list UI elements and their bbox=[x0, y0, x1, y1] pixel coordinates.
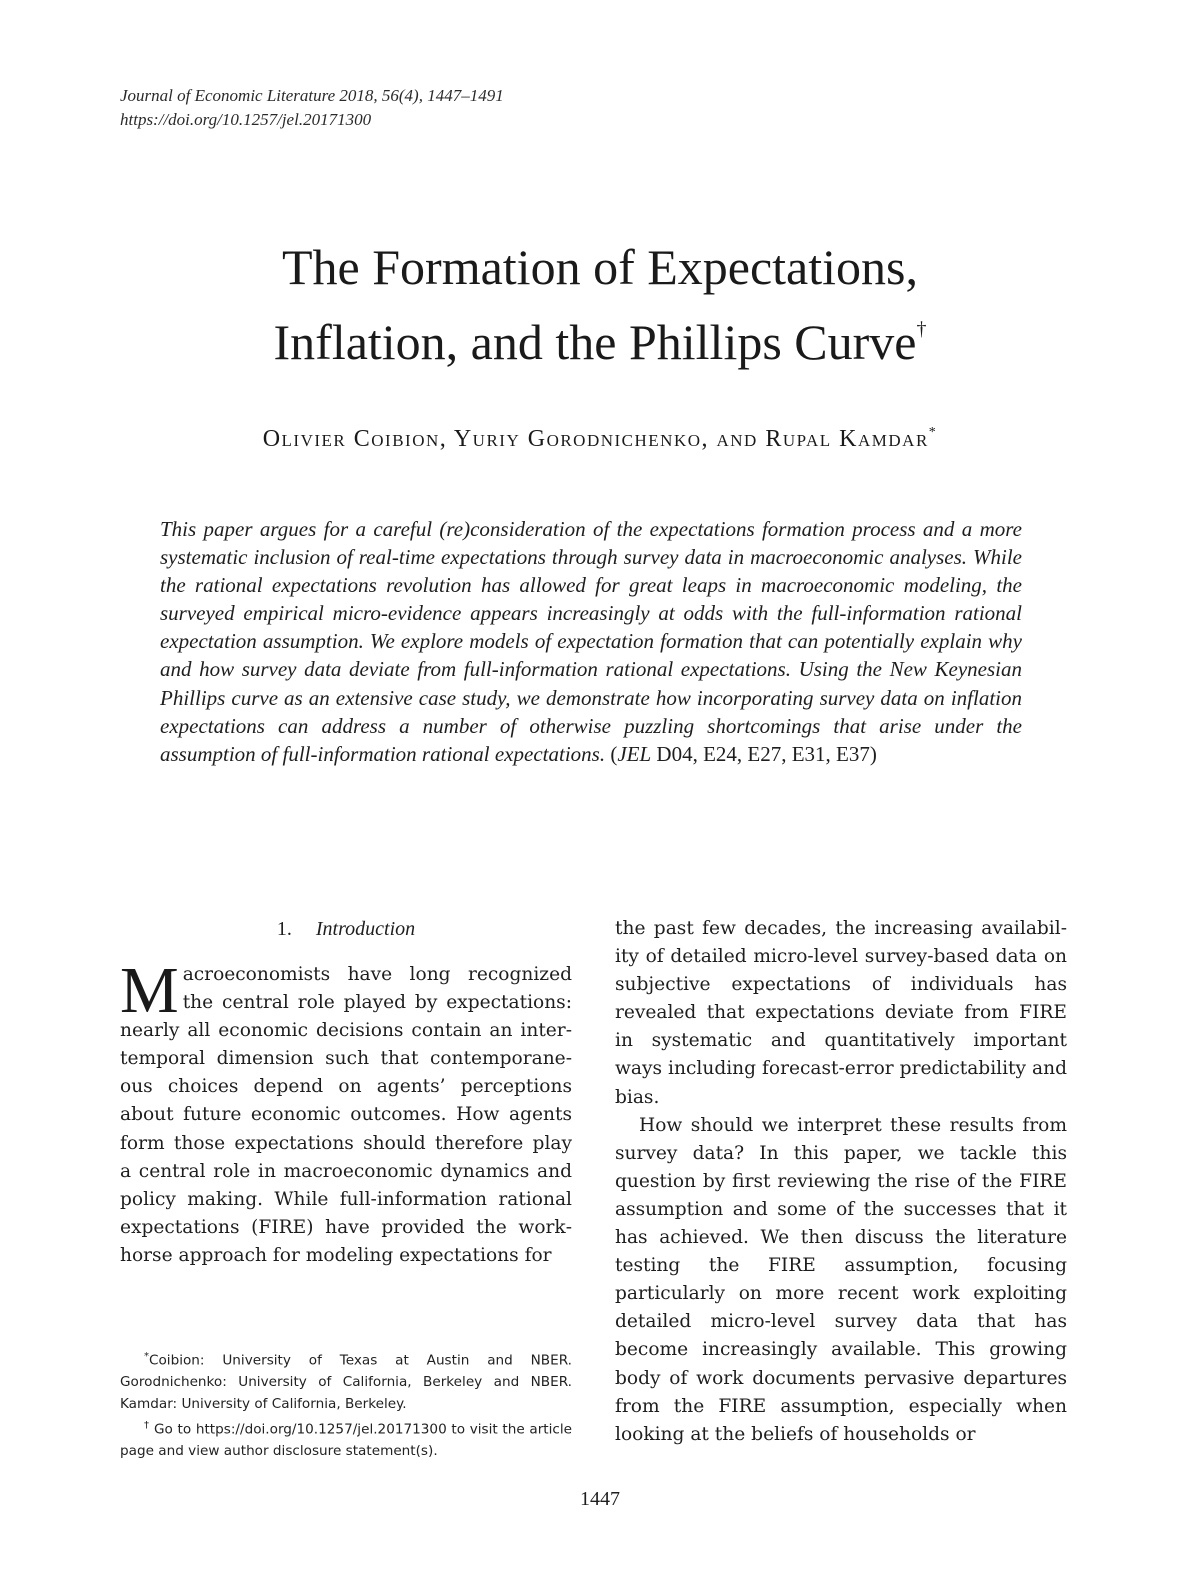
jel-label: JEL bbox=[617, 741, 652, 766]
abstract bbox=[160, 515, 1022, 768]
journal-citation: Journal of Economic Literature 2018, 56(4), 1447–1491 bbox=[120, 86, 504, 105]
footnote-star-mark: * bbox=[144, 1351, 149, 1362]
intro-paragraph-1 bbox=[120, 954, 572, 1270]
author-list bbox=[0, 425, 1200, 453]
title-line-2: Inflation, and the Phillips Curve bbox=[273, 314, 917, 370]
journal-header bbox=[120, 84, 504, 132]
intro-paragraph-2: How should we interpret these results from survey data? In this paper, we tackle this question by first reviewing the rise of the FIRE assumption and some of the successes that it has achieved. We then discuss the literature testing the FIRE assumption, focusing particularly on more recent work exploiting detailed micro-level survey data that has become increasingly available. This growing body of work documents pervasive departures from the FIRE assumption, especially when looking at the beliefs of households or bbox=[615, 1114, 1067, 1445]
footnote-affiliations-text: Coibion: University of Texas at Austin and NBER. Gorodnichenko: University of California, Berkeley and NBER. Kamdar: University of California, Berkeley. bbox=[120, 1352, 572, 1412]
paper-title bbox=[0, 236, 1200, 373]
drop-cap: M bbox=[120, 954, 179, 1027]
jel-codes bbox=[605, 742, 877, 766]
section-number: 1. bbox=[276, 918, 292, 940]
page-number: 1447 bbox=[580, 1488, 620, 1510]
title-line-1: The Formation of Expectations, bbox=[282, 239, 918, 295]
doi-link[interactable]: https://doi.org/10.1257/jel.20171300 bbox=[120, 110, 372, 129]
jel-open: ( bbox=[605, 741, 618, 766]
author-names: Olivier Coibion, Yuriy Gorodnichenko, and Rupal Kamdar bbox=[262, 426, 929, 452]
jel-code-list: D04, E24, E27, E31, E37) bbox=[651, 741, 877, 766]
intro-paragraph-1-text: acroeconomists have long recognized the central role played by expectations: nearly all economic decisions contain an intertemporal dimension such that contemporaneous choices depend on agents’ perceptions about future economic outcomes. How agents form those expectations should therefore play a central role in macroeconomic dynamics and policy making. While full-information rational expectations (FIRE) have provided the workhorse approach for modeling expectations for bbox=[120, 964, 572, 1266]
abstract-body: This paper argues for a careful (re)consideration of the expectations formation process and a more systematic inclusion of real-time expectations through survey data in macroeconomic analyses. While the rational expectations revolution has allowed for great leaps in macroeconomic modeling, the surveyed empirical micro-evidence appears increasingly at odds with the full-information rational expectation assumption. We explore models of expectation formation that can potentially explain why and how survey data deviate from full-information rational expectations. Using the New Keynesian Phillips curve as an extensive case study, we demonstrate how incorporating survey data on inflation expectations can address a number of otherwise puzzling shortcomings that arise under the assumption of full-information rational expectations. bbox=[160, 517, 1022, 766]
author-footnote-mark[interactable]: * bbox=[928, 425, 938, 440]
footnotes bbox=[120, 1346, 572, 1463]
title-dagger-mark[interactable]: † bbox=[916, 318, 927, 340]
intro-paragraph-1-continued: the past few decades, the increasing availability of detailed micro-level survey-based data on subjective expectations of individuals has revealed that expectations deviate from FIRE in systematic and quantitatively important ways including forecast-error predictability and bias. bbox=[615, 918, 1067, 1108]
footnote-disclosure bbox=[120, 1415, 572, 1463]
footnote-dagger-mark: † bbox=[144, 1420, 150, 1432]
footnote-affiliations bbox=[120, 1346, 572, 1415]
footnote-disclosure-text[interactable]: Go to https://doi.org/10.1257/jel.20171300 to visit the article page and view author disclosure statement(s). bbox=[120, 1421, 573, 1460]
left-column bbox=[120, 915, 572, 1270]
section-title: Introduction bbox=[315, 918, 416, 940]
right-column bbox=[615, 915, 1067, 1449]
section-heading bbox=[120, 915, 572, 943]
